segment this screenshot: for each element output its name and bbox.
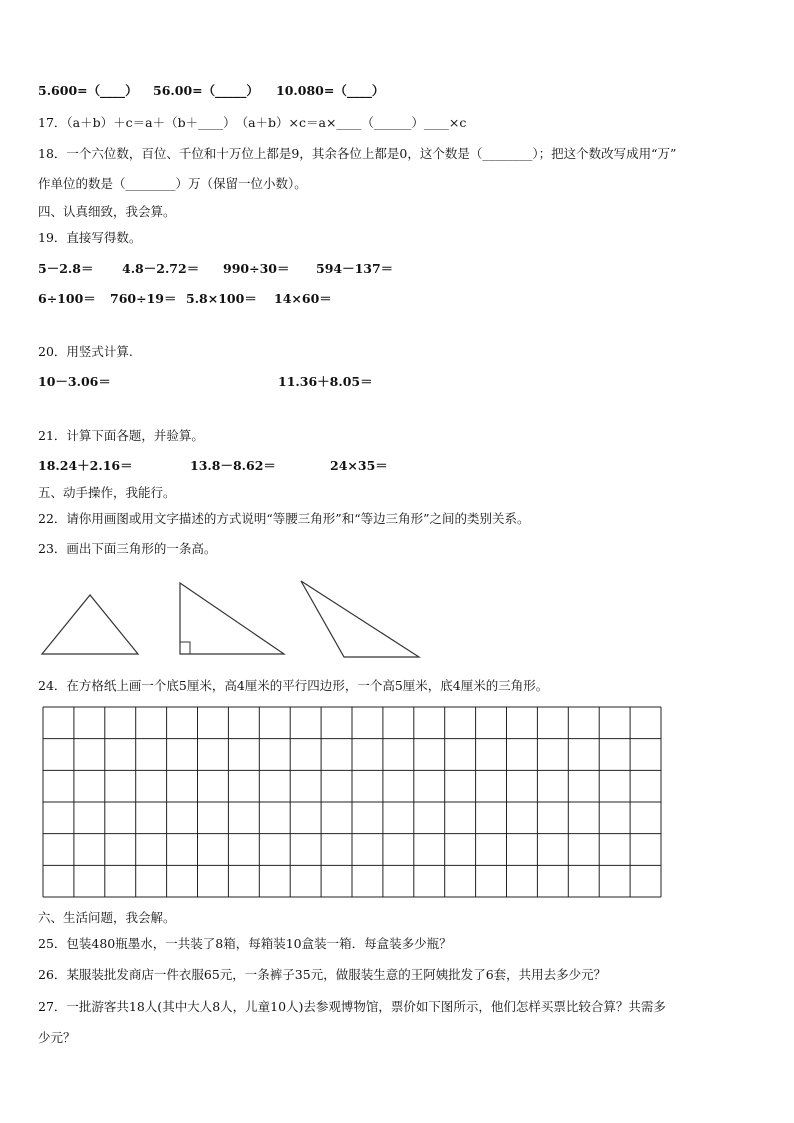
acute-triangle[interactable] bbox=[42, 595, 138, 654]
q19-calc-item: 990÷30＝ bbox=[223, 261, 290, 276]
q26-question: 26．某服装批发商店一件衣服65元，一条裤子35元，做服装生意的王阿姨批发了6套，共用去多少元？ bbox=[38, 967, 607, 982]
q16-equation-1: 5.600=（____） bbox=[38, 83, 138, 98]
q21-calc-item: 24×35＝ bbox=[330, 458, 388, 473]
q22-question: 22．请你用画图或用文字描述的方式说明“等腰三角形”和“等边三角形”之间的类别关系。 bbox=[38, 511, 530, 526]
q21-title: 21．计算下面各题，并验算。 bbox=[38, 428, 204, 443]
q27-question-line1: 27．一批游客共18人(其中大人8人，儿童10人)去参观博物馆，票价如下图所示，他们怎样买票比较合算？共需多 bbox=[38, 999, 666, 1014]
right-triangle[interactable] bbox=[180, 583, 284, 654]
q16-equation-2: 56.00=（_____） bbox=[153, 83, 259, 98]
section-6-heading: 六、生活问题，我会解。 bbox=[38, 910, 176, 925]
q24-grid-paper[interactable] bbox=[0, 700, 794, 905]
q19-calc-item: 5－2.8＝ bbox=[38, 261, 94, 276]
q19-calc-item: 4.8－2.72＝ bbox=[122, 261, 200, 276]
q24-question: 24．在方格纸上画一个底5厘米，高4厘米的平行四边形，一个高5厘米，底4厘米的三角形。 bbox=[38, 678, 549, 693]
q27-question-line2: 少元？ bbox=[38, 1030, 76, 1045]
q23-title: 23．画出下面三角形的一条高。 bbox=[38, 541, 217, 556]
section-5-heading: 五、动手操作，我能行。 bbox=[38, 485, 176, 500]
q18-question-line2: 作单位的数是（________）万（保留一位小数）。 bbox=[38, 176, 307, 191]
q20-calc-item: 11.36＋8.05＝ bbox=[278, 374, 373, 389]
q25-question: 25．包装480瓶墨水，一共装了8箱，每箱装10盒装一箱．每盒装多少瓶？ bbox=[38, 936, 452, 951]
q19-calc-item: 760÷19＝ bbox=[110, 291, 177, 306]
q17-question: 17．（a＋b）＋c＝a＋（b＋____） （a＋b）×c＝a×____（______）____×c bbox=[38, 115, 467, 130]
right-angle-mark bbox=[180, 642, 190, 654]
q19-calc-item: 5.8×100＝ bbox=[186, 291, 257, 306]
q20-title: 20．用竖式计算. bbox=[38, 344, 133, 359]
q19-title: 19．直接写得数。 bbox=[38, 230, 142, 245]
q23-triangles bbox=[0, 575, 794, 665]
q19-calc-item: 6÷100＝ bbox=[38, 291, 96, 306]
q19-calc-item: 14×60＝ bbox=[274, 291, 332, 306]
q21-calc-item: 13.8－8.62＝ bbox=[190, 458, 276, 473]
obtuse-triangle[interactable] bbox=[301, 581, 419, 657]
section-4-heading: 四、认真细致，我会算。 bbox=[38, 204, 176, 219]
q19-calc-item: 594－137＝ bbox=[316, 261, 394, 276]
q16-equation-3: 10.080=（____） bbox=[276, 83, 385, 98]
q18-question-line1: 18．一个六位数，百位、千位和十万位上都是9，其余各位上都是0，这个数是（________）；把这个数改写成用“万” bbox=[38, 146, 677, 161]
q20-calc-item: 10－3.06＝ bbox=[38, 374, 111, 389]
q21-calc-item: 18.24＋2.16＝ bbox=[38, 458, 133, 473]
